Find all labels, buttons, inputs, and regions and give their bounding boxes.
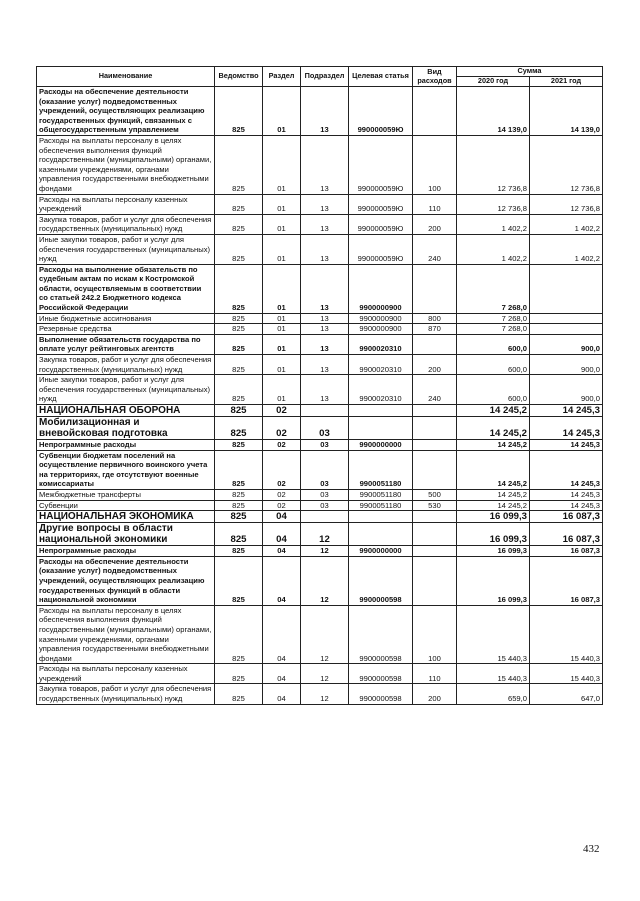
row-department-cell: 825 <box>215 440 263 451</box>
table-row <box>37 664 603 684</box>
row-section-cell: 04 <box>263 605 301 664</box>
row-name-cell: Расходы на обеспечение деятельности (оказание услуг) подведомственных учреждений, осуществляющих реализацию государственных функций в области национальной экономики <box>37 556 215 605</box>
row-department-cell: 825 <box>215 234 263 264</box>
row-section-cell: 01 <box>263 264 301 313</box>
row-name-cell: Субвенции бюджетам поселений на осуществление первичного воинского учета на территориях, где отсутствуют военные комиссариаты <box>37 450 215 489</box>
row-2021-cell: 14 245,3 <box>530 500 603 511</box>
row-section-cell: 04 <box>263 664 301 684</box>
row-subsection-cell: 13 <box>301 324 349 335</box>
row-section-cell: 01 <box>263 375 301 405</box>
row-2020-cell: 15 440,3 <box>457 605 530 664</box>
row-subsection-cell: 13 <box>301 135 349 194</box>
header-kind: Вид расходов <box>413 67 457 87</box>
row-2021-cell: 647,0 <box>530 684 603 704</box>
row-target-cell: 9900051180 <box>349 500 413 511</box>
row-2021-cell: 14 245,3 <box>530 489 603 500</box>
row-department-cell: 825 <box>215 214 263 234</box>
row-kind-cell <box>413 511 457 523</box>
row-target-cell: 990000059Ю <box>349 135 413 194</box>
row-2020-cell: 14 245,2 <box>457 450 530 489</box>
row-2021-cell: 12 736,8 <box>530 194 603 214</box>
row-department-cell: 825 <box>215 511 263 523</box>
table-row <box>37 417 603 440</box>
row-department-cell: 825 <box>215 605 263 664</box>
row-section-cell: 02 <box>263 489 301 500</box>
row-2021-cell: 16 087,3 <box>530 523 603 546</box>
row-target-cell: 9900000900 <box>349 324 413 335</box>
row-department-cell: 825 <box>215 375 263 405</box>
table-row <box>37 334 603 354</box>
row-target-cell <box>349 417 413 440</box>
row-kind-cell: 110 <box>413 664 457 684</box>
table-row <box>37 440 603 451</box>
table-row <box>37 313 603 324</box>
row-name-cell: Иные закупки товаров, работ и услуг для обеспечения государственных (муниципальных) нужд <box>37 234 215 264</box>
row-department-cell: 825 <box>215 556 263 605</box>
row-name-cell: Расходы на выплаты персоналу казенных учреждений <box>37 194 215 214</box>
row-name-cell: Расходы на выплаты персоналу в целях обеспечения выполнения функций государственными (муниципальными) органами, казенными учреждениями, органами управления государственными внебюджетными фондами <box>37 605 215 664</box>
table-row <box>37 546 603 557</box>
budget-table <box>36 66 603 705</box>
row-2021-cell: 900,0 <box>530 375 603 405</box>
row-department-cell: 825 <box>215 87 263 136</box>
row-kind-cell: 870 <box>413 324 457 335</box>
row-section-cell: 02 <box>263 405 301 417</box>
row-department-cell: 825 <box>215 194 263 214</box>
row-name-cell: Расходы на выплаты персоналу в целях обеспечения выполнения функций государственными (муниципальными) органами, казенными учреждениями, органами управления государственными внебюджетными фондами <box>37 135 215 194</box>
row-name-cell: Иные бюджетные ассигнования <box>37 313 215 324</box>
row-2021-cell <box>530 324 603 335</box>
header-department: Ведомство <box>215 67 263 87</box>
row-kind-cell <box>413 264 457 313</box>
row-subsection-cell: 13 <box>301 264 349 313</box>
row-department-cell: 825 <box>215 450 263 489</box>
row-subsection-cell: 13 <box>301 87 349 136</box>
row-section-cell: 01 <box>263 355 301 375</box>
row-name-cell: Расходы на выплаты персоналу казенных учреждений <box>37 664 215 684</box>
row-kind-cell: 800 <box>413 313 457 324</box>
row-subsection-cell: 13 <box>301 234 349 264</box>
row-subsection-cell: 13 <box>301 375 349 405</box>
row-name-cell: Выполнение обязательств государства по оплате услуг рейтинговых агентств <box>37 334 215 354</box>
row-section-cell: 04 <box>263 556 301 605</box>
row-2020-cell: 659,0 <box>457 684 530 704</box>
row-2020-cell: 16 099,3 <box>457 511 530 523</box>
table-row <box>37 500 603 511</box>
table-row <box>37 405 603 417</box>
table-row <box>37 214 603 234</box>
row-section-cell: 04 <box>263 546 301 557</box>
row-target-cell: 9900000000 <box>349 440 413 451</box>
row-department-cell: 825 <box>215 405 263 417</box>
header-2021: 2021 год <box>530 77 603 87</box>
row-2021-cell: 15 440,3 <box>530 605 603 664</box>
table-body <box>37 87 603 705</box>
header-2020: 2020 год <box>457 77 530 87</box>
row-name-cell: НАЦИОНАЛЬНАЯ ЭКОНОМИКА <box>37 511 215 523</box>
row-target-cell <box>349 523 413 546</box>
row-kind-cell <box>413 450 457 489</box>
row-2020-cell: 14 139,0 <box>457 87 530 136</box>
row-target-cell: 990000059Ю <box>349 234 413 264</box>
row-kind-cell: 110 <box>413 194 457 214</box>
table-row <box>37 375 603 405</box>
row-target-cell: 9900000900 <box>349 313 413 324</box>
row-2020-cell: 1 402,2 <box>457 234 530 264</box>
row-kind-cell <box>413 87 457 136</box>
row-2020-cell: 14 245,2 <box>457 489 530 500</box>
row-name-cell: Субвенции <box>37 500 215 511</box>
row-name-cell: Иные закупки товаров, работ и услуг для обеспечения государственных (муниципальных) нужд <box>37 375 215 405</box>
row-2020-cell: 16 099,3 <box>457 556 530 605</box>
header-name: Наименование <box>37 67 215 87</box>
row-subsection-cell: 03 <box>301 489 349 500</box>
row-section-cell: 04 <box>263 511 301 523</box>
row-name-cell: Другие вопросы в области национальной экономики <box>37 523 215 546</box>
row-section-cell: 02 <box>263 417 301 440</box>
row-section-cell: 01 <box>263 324 301 335</box>
row-department-cell: 825 <box>215 546 263 557</box>
row-subsection-cell: 13 <box>301 214 349 234</box>
row-target-cell: 9900020310 <box>349 375 413 405</box>
row-section-cell: 02 <box>263 440 301 451</box>
row-section-cell: 01 <box>263 313 301 324</box>
row-section-cell: 01 <box>263 87 301 136</box>
row-subsection-cell: 12 <box>301 523 349 546</box>
table-row <box>37 605 603 664</box>
header-section: Раздел <box>263 67 301 87</box>
row-2020-cell: 600,0 <box>457 375 530 405</box>
row-department-cell: 825 <box>215 500 263 511</box>
row-subsection-cell <box>301 511 349 523</box>
row-2020-cell: 7 268,0 <box>457 313 530 324</box>
row-kind-cell: 530 <box>413 500 457 511</box>
row-kind-cell: 200 <box>413 214 457 234</box>
table-row <box>37 264 603 313</box>
row-subsection-cell: 12 <box>301 684 349 704</box>
row-department-cell: 825 <box>215 417 263 440</box>
row-2020-cell: 7 268,0 <box>457 264 530 313</box>
row-section-cell: 01 <box>263 194 301 214</box>
row-2021-cell: 1 402,2 <box>530 234 603 264</box>
table-row <box>37 234 603 264</box>
row-department-cell: 825 <box>215 313 263 324</box>
row-2021-cell: 14 245,3 <box>530 450 603 489</box>
row-kind-cell <box>413 405 457 417</box>
row-2020-cell: 600,0 <box>457 334 530 354</box>
row-section-cell: 02 <box>263 450 301 489</box>
row-kind-cell: 240 <box>413 375 457 405</box>
table-row <box>37 87 603 136</box>
row-department-cell: 825 <box>215 523 263 546</box>
row-2021-cell: 14 245,3 <box>530 405 603 417</box>
row-target-cell: 990000059Ю <box>349 214 413 234</box>
row-section-cell: 02 <box>263 500 301 511</box>
row-target-cell: 9900020310 <box>349 355 413 375</box>
row-subsection-cell: 03 <box>301 417 349 440</box>
row-2021-cell: 12 736,8 <box>530 135 603 194</box>
row-subsection-cell <box>301 405 349 417</box>
row-kind-cell: 200 <box>413 684 457 704</box>
table-row <box>37 489 603 500</box>
row-2020-cell: 1 402,2 <box>457 214 530 234</box>
row-2021-cell: 900,0 <box>530 355 603 375</box>
row-2021-cell: 16 087,3 <box>530 546 603 557</box>
table-row <box>37 355 603 375</box>
row-section-cell: 01 <box>263 214 301 234</box>
row-2021-cell: 14 245,3 <box>530 440 603 451</box>
row-department-cell: 825 <box>215 264 263 313</box>
row-subsection-cell: 03 <box>301 450 349 489</box>
row-name-cell: Закупка товаров, работ и услуг для обеспечения государственных (муниципальных) нужд <box>37 355 215 375</box>
row-kind-cell <box>413 556 457 605</box>
row-subsection-cell: 13 <box>301 194 349 214</box>
row-target-cell: 9900000598 <box>349 684 413 704</box>
row-2021-cell: 15 440,3 <box>530 664 603 684</box>
row-2021-cell: 900,0 <box>530 334 603 354</box>
row-target-cell: 9900000900 <box>349 264 413 313</box>
row-2021-cell: 14 245,3 <box>530 417 603 440</box>
row-name-cell: Мобилизационная и вневойсковая подготовка <box>37 417 215 440</box>
row-kind-cell: 500 <box>413 489 457 500</box>
header-target: Целевая статья <box>349 67 413 87</box>
row-2020-cell: 16 099,3 <box>457 546 530 557</box>
row-subsection-cell: 03 <box>301 440 349 451</box>
row-name-cell: Расходы на выполнение обязательств по судебным актам по искам к Костромской области, осуществляемым в соответствии со статьей 242.2 Бюджетного кодекса Российской Федерации <box>37 264 215 313</box>
row-section-cell: 01 <box>263 334 301 354</box>
table-row <box>37 194 603 214</box>
row-2021-cell <box>530 264 603 313</box>
row-target-cell <box>349 405 413 417</box>
header-sum: Сумма <box>457 67 603 77</box>
row-subsection-cell: 13 <box>301 313 349 324</box>
row-name-cell: Закупка товаров, работ и услуг для обеспечения государственных (муниципальных) нужд <box>37 684 215 704</box>
row-2020-cell: 12 736,8 <box>457 194 530 214</box>
row-2021-cell: 16 087,3 <box>530 511 603 523</box>
row-target-cell: 9900000000 <box>349 546 413 557</box>
row-name-cell: Непрограммные расходы <box>37 546 215 557</box>
row-subsection-cell: 12 <box>301 605 349 664</box>
row-subsection-cell: 13 <box>301 334 349 354</box>
row-kind-cell: 240 <box>413 234 457 264</box>
row-target-cell: 990000059Ю <box>349 87 413 136</box>
row-kind-cell <box>413 523 457 546</box>
row-subsection-cell: 13 <box>301 355 349 375</box>
row-2020-cell: 7 268,0 <box>457 324 530 335</box>
table-row <box>37 324 603 335</box>
page-number: 432 <box>583 843 600 855</box>
row-2020-cell: 14 245,2 <box>457 440 530 451</box>
table-row <box>37 135 603 194</box>
row-target-cell: 990000059Ю <box>349 194 413 214</box>
row-department-cell: 825 <box>215 489 263 500</box>
row-department-cell: 825 <box>215 334 263 354</box>
row-subsection-cell: 12 <box>301 556 349 605</box>
row-subsection-cell: 12 <box>301 664 349 684</box>
row-kind-cell <box>413 546 457 557</box>
row-name-cell: Резервные средства <box>37 324 215 335</box>
row-target-cell: 9900000598 <box>349 664 413 684</box>
row-department-cell: 825 <box>215 135 263 194</box>
row-target-cell <box>349 511 413 523</box>
row-department-cell: 825 <box>215 324 263 335</box>
table-row <box>37 684 603 704</box>
row-2020-cell: 600,0 <box>457 355 530 375</box>
row-2020-cell: 12 736,8 <box>457 135 530 194</box>
row-name-cell: Межбюджетные трансферты <box>37 489 215 500</box>
row-target-cell: 9900051180 <box>349 450 413 489</box>
row-kind-cell <box>413 334 457 354</box>
row-2020-cell: 14 245,2 <box>457 500 530 511</box>
row-name-cell: НАЦИОНАЛЬНАЯ ОБОРОНА <box>37 405 215 417</box>
row-subsection-cell: 03 <box>301 500 349 511</box>
row-section-cell: 01 <box>263 135 301 194</box>
row-target-cell: 9900000598 <box>349 605 413 664</box>
header-subsection: Подраздел <box>301 67 349 87</box>
row-name-cell: Закупка товаров, работ и услуг для обеспечения государственных (муниципальных) нужд <box>37 214 215 234</box>
row-section-cell: 01 <box>263 234 301 264</box>
row-section-cell: 04 <box>263 684 301 704</box>
row-2020-cell: 16 099,3 <box>457 523 530 546</box>
table-row <box>37 450 603 489</box>
table-row <box>37 511 603 523</box>
table-row <box>37 523 603 546</box>
row-target-cell: 9900020310 <box>349 334 413 354</box>
row-department-cell: 825 <box>215 355 263 375</box>
row-kind-cell: 100 <box>413 605 457 664</box>
row-kind-cell <box>413 417 457 440</box>
row-2021-cell: 1 402,2 <box>530 214 603 234</box>
row-kind-cell: 200 <box>413 355 457 375</box>
row-section-cell: 04 <box>263 523 301 546</box>
row-kind-cell: 100 <box>413 135 457 194</box>
row-2020-cell: 15 440,3 <box>457 664 530 684</box>
row-2020-cell: 14 245,2 <box>457 405 530 417</box>
row-target-cell: 9900000598 <box>349 556 413 605</box>
row-department-cell: 825 <box>215 684 263 704</box>
row-kind-cell <box>413 440 457 451</box>
table-row <box>37 556 603 605</box>
row-name-cell: Непрограммные расходы <box>37 440 215 451</box>
row-2021-cell: 16 087,3 <box>530 556 603 605</box>
row-department-cell: 825 <box>215 664 263 684</box>
row-target-cell: 9900051180 <box>349 489 413 500</box>
row-2020-cell: 14 245,2 <box>457 417 530 440</box>
row-name-cell: Расходы на обеспечение деятельности (оказание услуг) подведомственных учреждений, осуществляющих реализацию государственных функций, связанных с общегосударственным управлением <box>37 87 215 136</box>
row-2021-cell <box>530 313 603 324</box>
row-2021-cell: 14 139,0 <box>530 87 603 136</box>
row-subsection-cell: 12 <box>301 546 349 557</box>
